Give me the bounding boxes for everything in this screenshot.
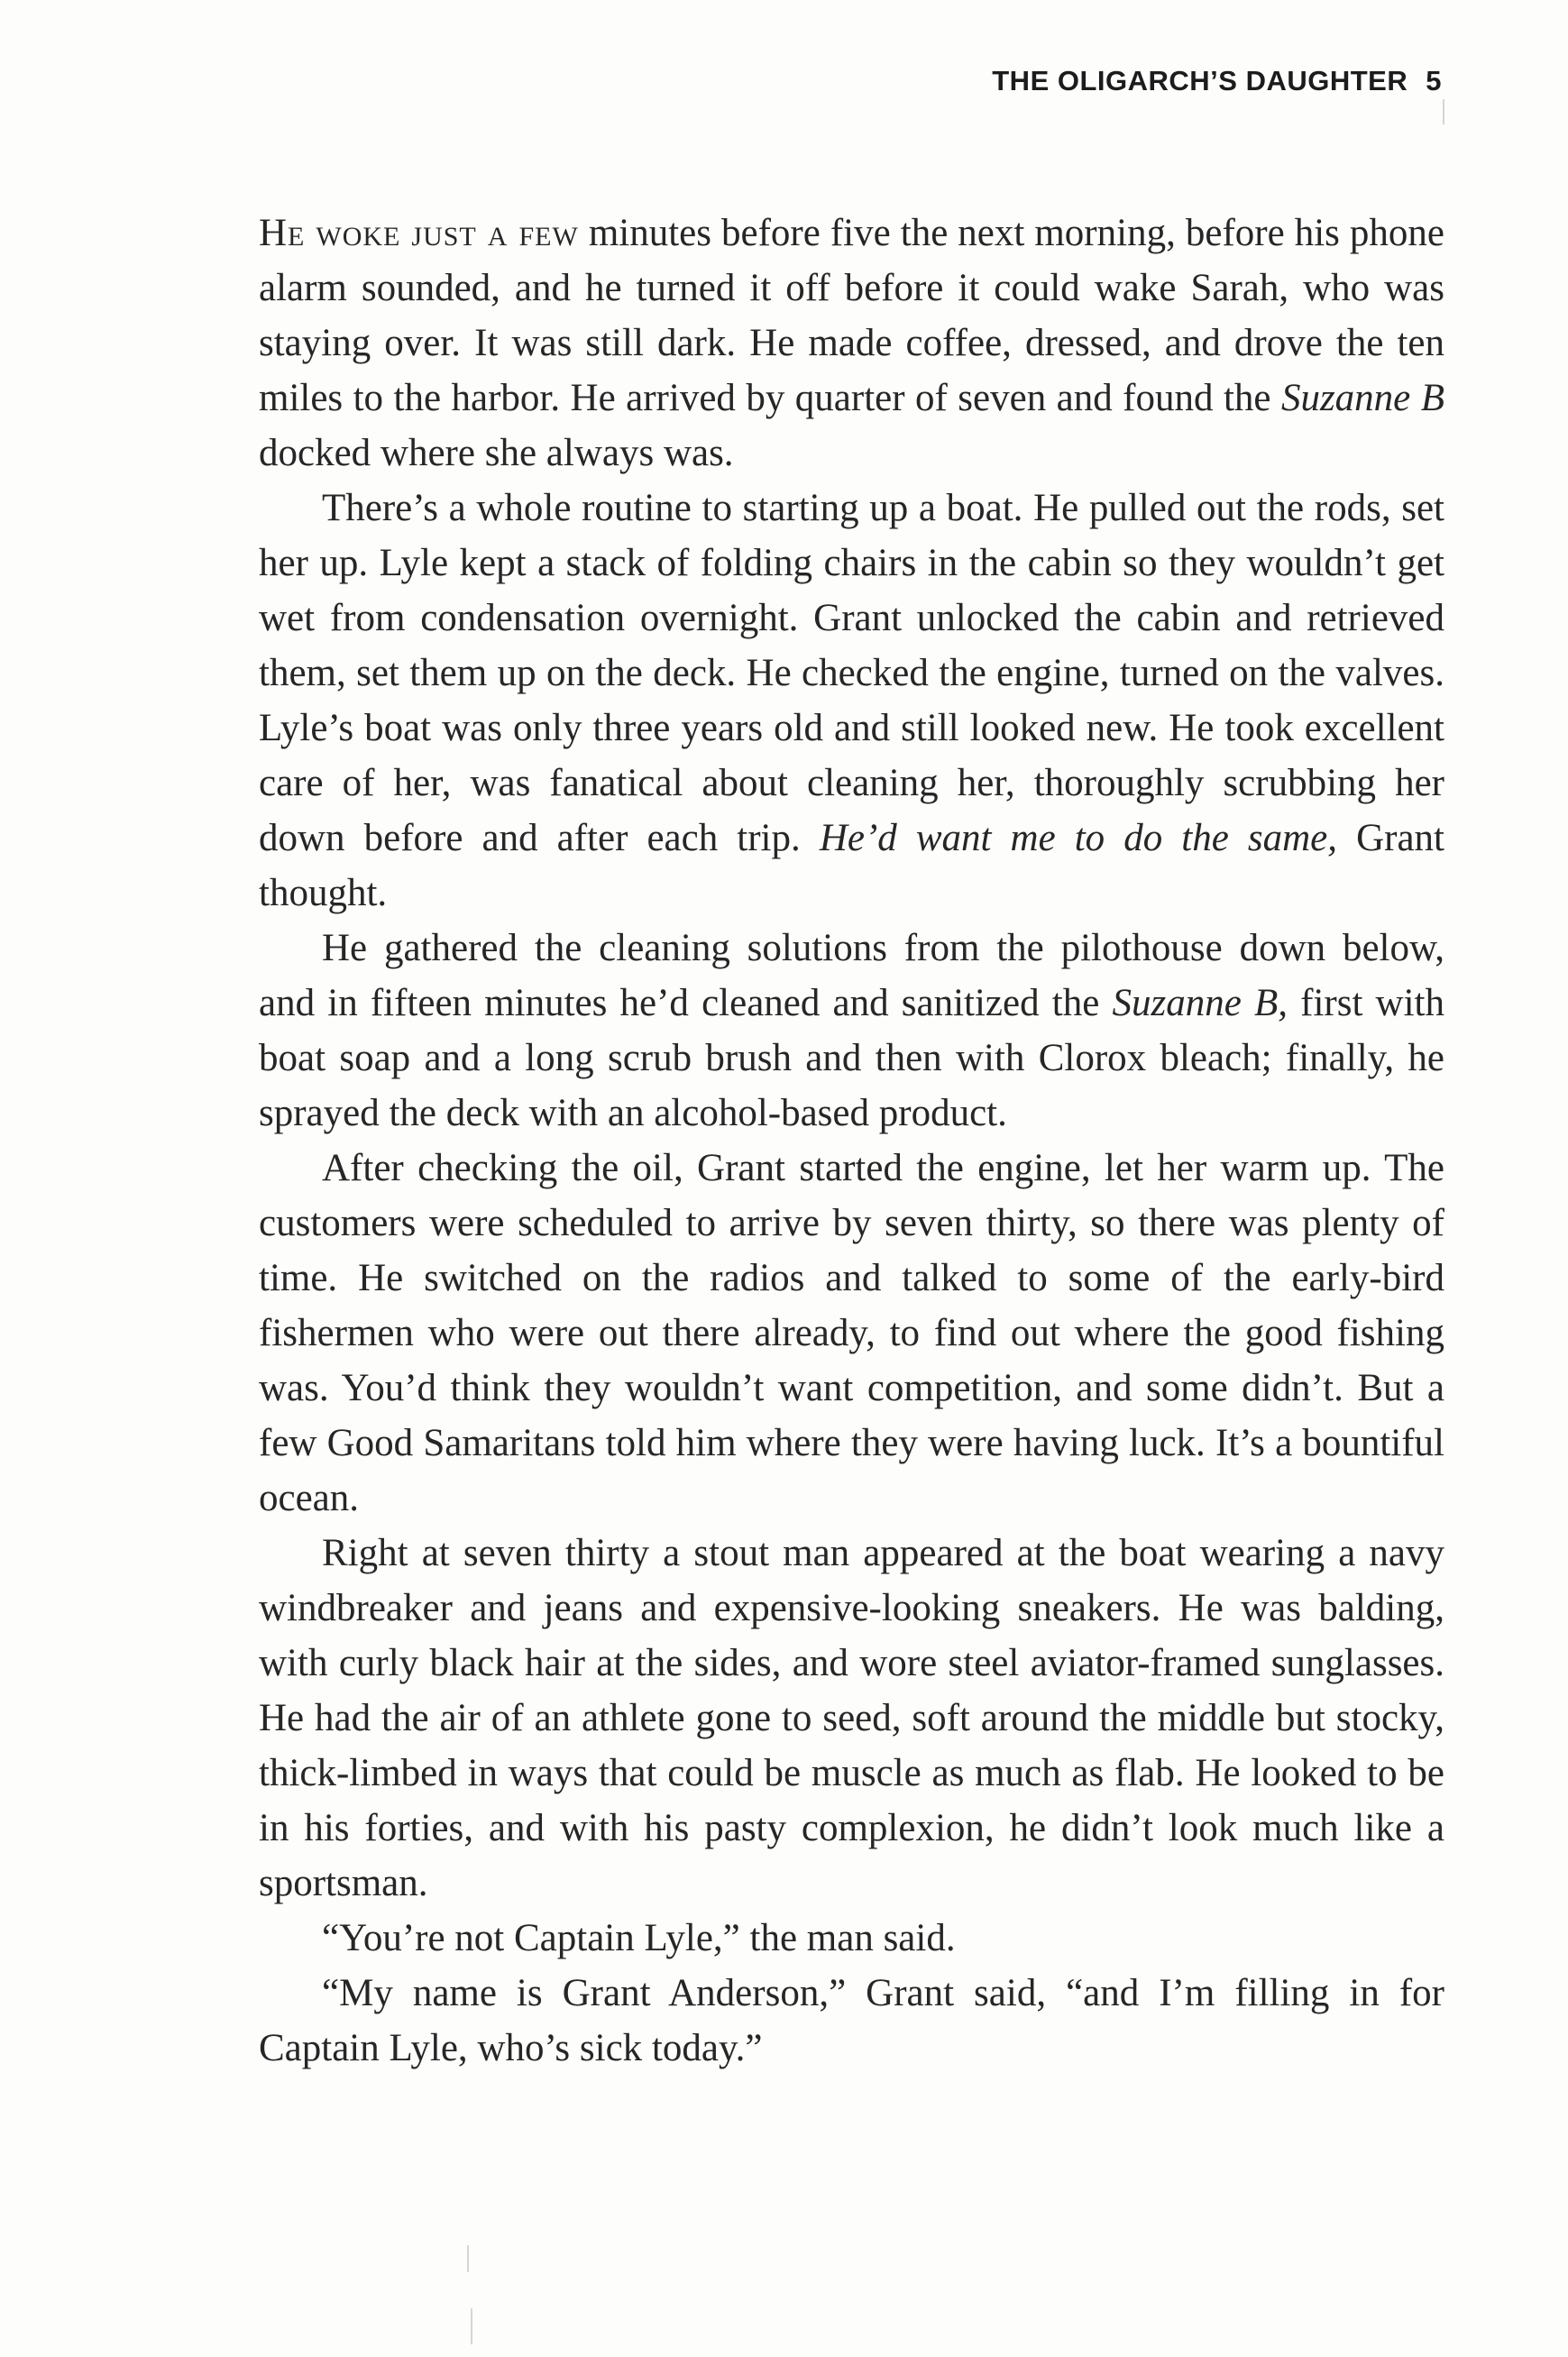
- boat-name-italic: Suzanne B: [1280, 377, 1444, 419]
- body-text: [259, 206, 1444, 2076]
- paragraph-text: After checking the oil, Grant started the engine, let her warm up. The customers were scheduled to arrive by seven thirty, so there was plenty of time. He switched on the radios and talked to some of the early-bird fishermen who were out there already, to find out where the good fishing was. You’d think they wouldn’t want competition, and some didn’t. But a few Good Samaritans told him where they were having luck. It’s a bountiful ocean.: [259, 1147, 1444, 1519]
- paragraph-text: Right at seven thirty a stout man appeared at the boat wearing a navy windbreaker and jeans and expensive-looking sneakers. He was balding, with curly black hair at the sides, and wore steel aviator-framed sunglasses. He had the air of an athlete gone to seed, soft around the middle but stocky, thick-limbed in ways that could be muscle as much as flab. He looked to be in his forties, and with his pasty complexion, he didn’t look much like a sportsman.: [259, 1532, 1444, 1904]
- book-title: THE OLIGARCH’S DAUGHTER: [992, 65, 1408, 96]
- scan-artifact-mark: [1443, 99, 1444, 124]
- running-head: [992, 65, 1442, 97]
- scan-artifact-mark: [471, 2308, 472, 2344]
- paragraph-text: first with boat soap and a long scrub brush and then with Clorox bleach; finally, he sprayed the deck with an alcohol-based product.: [259, 982, 1444, 1134]
- page-number: 5: [1426, 65, 1442, 96]
- paragraph-1: [259, 206, 1444, 481]
- paragraph-text: “You’re not Captain Lyle,” the man said.: [322, 1917, 956, 1959]
- paragraph-text: There’s a whole routine to starting up a boat. He pulled out the rods, set her up. Lyle kept a stack of folding chairs in the cabin so they wouldn’t get wet from condensation overnight. Grant unlocked the cabin and retrieved them, set them up on the deck. He checked the engine, turned on the valves. Lyle’s boat was only three years old and still looked new. He took excellent care of her, was fanatical about cleaning her, thoroughly scrubbing her down before and after each trip.: [259, 487, 1444, 859]
- paragraph-6: [259, 1911, 1444, 1966]
- thought-italic: He’d want me to do the same,: [819, 817, 1338, 859]
- paragraph-text: minutes before five the next morning, before his phone alarm sounded, and he turned it off before it could wake Sarah, who was staying over. It was still dark. He made coffee, dressed, and drove the ten miles to the harbor. He arrived by quarter of seven and found the: [259, 212, 1444, 419]
- paragraph-4: [259, 1141, 1444, 1526]
- paragraph-3: [259, 921, 1444, 1141]
- paragraph-lead-small-caps: He woke just a few: [259, 212, 579, 254]
- paragraph-text: He gathered the cleaning solutions from the pilothouse down below, and in fifteen minutes he’d cleaned and sanitized the: [259, 927, 1444, 1024]
- paragraph-text: “My name is Grant Anderson,” Grant said, “and I’m filling in for Captain Lyle, who’s sick today.”: [259, 1972, 1444, 2069]
- boat-name-italic: Suzanne B,: [1112, 982, 1288, 1024]
- paragraph-5: [259, 1526, 1444, 1911]
- paragraph-7: [259, 1966, 1444, 2076]
- scan-artifact-mark: [467, 2245, 469, 2272]
- paragraph-text: Grant thought.: [259, 817, 1444, 914]
- paragraph-text: docked where she always was.: [259, 432, 734, 474]
- paragraph-2: [259, 481, 1444, 921]
